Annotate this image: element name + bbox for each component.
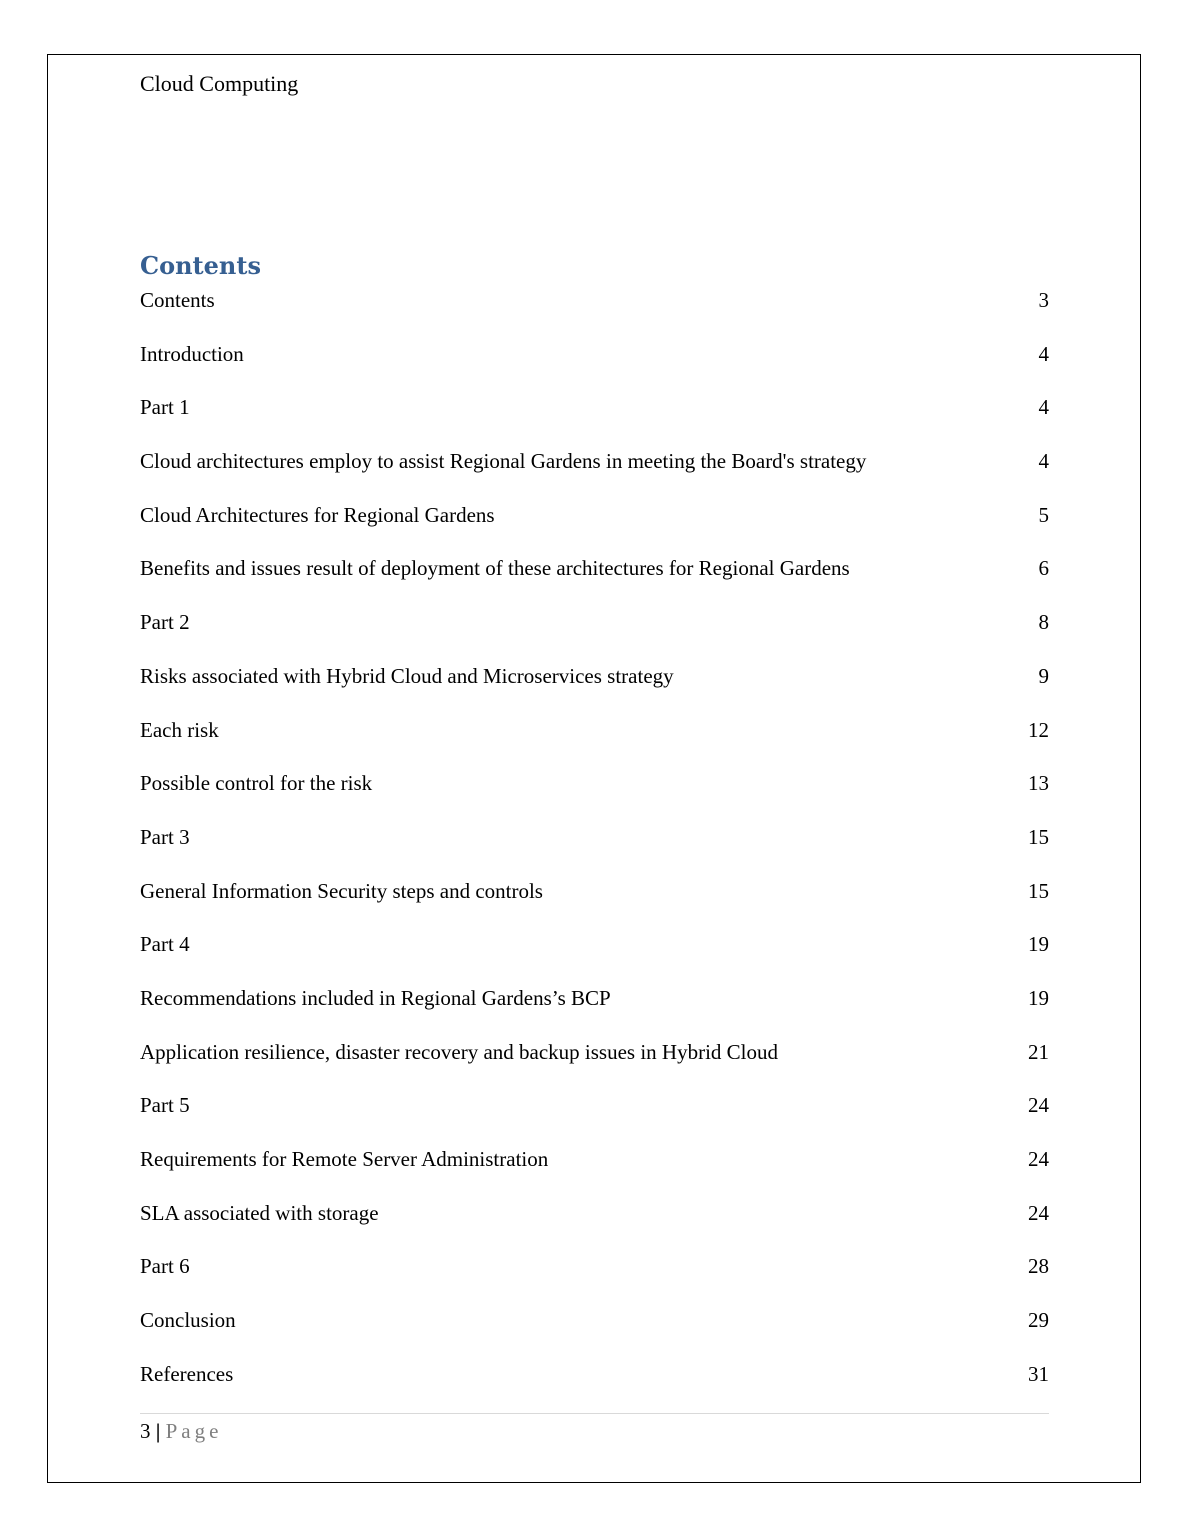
toc-entry-page: 31 [1028,1361,1049,1386]
toc-entry[interactable] [140,1306,1049,1360]
toc-entry-page: 24 [1028,1093,1049,1118]
toc-entry-title: Risks associated with Hybrid Cloud and Microservices strategy [140,663,674,688]
toc-entry[interactable] [140,286,1049,340]
toc-entry-page: 15 [1028,824,1049,849]
toc-entry-page: 4 [1038,341,1049,366]
toc-entry-page: 8 [1038,610,1049,635]
toc-entry-title: Part 6 [140,1254,190,1279]
page-footer [140,1417,222,1445]
toc-entry-page: 13 [1028,771,1049,796]
toc-entry[interactable] [140,769,1049,823]
toc-heading: Contents [140,251,261,280]
toc-entry[interactable] [140,554,1049,608]
toc-entry-page: 19 [1028,932,1049,957]
toc-entry-title: Part 4 [140,932,190,957]
toc-entry[interactable] [140,1091,1049,1145]
toc-entry-title: Recommendations included in Regional Gardens’s BCP [140,985,611,1010]
toc-entry-page: 28 [1028,1254,1049,1279]
running-header: Cloud Computing [140,71,299,96]
toc-entry-page: 6 [1038,556,1049,581]
toc-entry-page: 5 [1038,502,1049,527]
toc-entry[interactable] [140,1199,1049,1253]
toc-entry-title: References [140,1361,234,1386]
toc-entry[interactable] [140,823,1049,877]
toc-entry[interactable] [140,1145,1049,1199]
toc-entry-title: Requirements for Remote Server Administration [140,1147,549,1171]
toc-entry-title: Part 3 [140,824,190,849]
toc-entry[interactable] [140,930,1049,984]
toc-entry[interactable] [140,716,1049,770]
toc-entry[interactable] [140,447,1049,501]
toc-entry-page: 21 [1028,1039,1049,1064]
toc-entry-page: 19 [1028,985,1049,1010]
table-of-contents [140,286,1049,1413]
toc-entry[interactable] [140,984,1049,1038]
footer-divider [140,1413,1049,1414]
toc-entry-title: General Information Security steps and controls [140,878,543,903]
toc-entry[interactable] [140,1360,1049,1414]
toc-entry-page: 15 [1028,878,1049,903]
toc-entry-page: 3 [1038,288,1049,312]
toc-entry-title: Contents [140,288,215,312]
toc-entry[interactable] [140,393,1049,447]
toc-entry-page: 12 [1028,717,1049,742]
toc-entry[interactable] [140,1252,1049,1306]
toc-entry-title: Conclusion [140,1308,236,1333]
toc-entry-page: 9 [1038,663,1049,688]
footer-page-label: Page [165,1419,223,1443]
toc-entry[interactable] [140,877,1049,931]
toc-entry-title: Part 5 [140,1093,190,1118]
toc-entry[interactable] [140,608,1049,662]
footer-separator: | [155,1419,161,1443]
footer-page-number: 3 [140,1419,151,1443]
toc-entry-title: Part 2 [140,610,190,635]
toc-entry-page: 24 [1028,1200,1049,1225]
toc-entry-title: Possible control for the risk [140,771,373,796]
toc-entry[interactable] [140,1038,1049,1092]
toc-entry-title: Each risk [140,717,219,742]
toc-entry-page: 4 [1038,395,1049,420]
toc-entry-title: Introduction [140,341,244,366]
toc-entry[interactable] [140,662,1049,716]
toc-entry-title: Part 1 [140,395,190,420]
toc-entry-title: Cloud architectures employ to assist Regional Gardens in meeting the Board's strategy [140,449,867,474]
toc-entry[interactable] [140,501,1049,555]
toc-entry-page: 29 [1028,1308,1049,1333]
toc-entry-title: Benefits and issues result of deployment of these architectures for Regional Gardens [140,556,850,581]
toc-entry-title: Cloud Architectures for Regional Gardens [140,502,495,527]
toc-entry-page: 4 [1038,449,1049,474]
toc-entry-title: SLA associated with storage [140,1200,379,1225]
toc-entry-page: 24 [1028,1147,1049,1171]
toc-entry-title: Application resilience, disaster recovery and backup issues in Hybrid Cloud [140,1039,778,1064]
toc-entry[interactable] [140,340,1049,394]
